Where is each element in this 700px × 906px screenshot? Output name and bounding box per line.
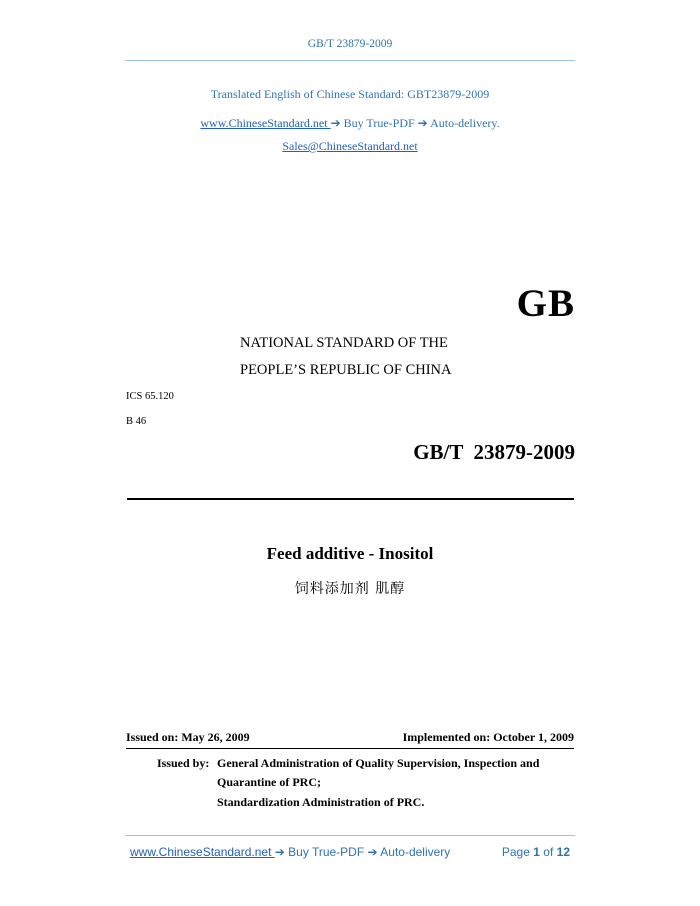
issued-by-label: Issued by: xyxy=(157,756,210,770)
page-current: 1 xyxy=(533,845,540,859)
of-word: of xyxy=(543,845,554,859)
page-word: Page xyxy=(501,845,530,859)
gb-logo: GB xyxy=(516,282,575,325)
issuer-2: Standardization Administration of PRC. xyxy=(217,795,425,809)
page-indicator xyxy=(470,845,570,859)
arrow-icon: ➔ xyxy=(274,845,285,859)
footer-rule xyxy=(125,835,575,836)
dates-rule xyxy=(126,748,574,749)
translated-notice: Translated English of Chinese Standard: GBT23879-2009 xyxy=(210,87,490,101)
arrow-icon: ➔ xyxy=(367,845,378,859)
issuer-1-line-b: Quarantine of PRC; xyxy=(217,775,321,789)
classification-code: B 46 xyxy=(126,416,147,427)
ics-code: ICS 65.120 xyxy=(126,391,174,402)
auto-delivery-text: Auto-delivery. xyxy=(430,116,500,130)
arrow-icon: ➔ xyxy=(330,116,341,130)
issued-on-date: Issued on: May 26, 2009 xyxy=(126,730,250,744)
standard-number: GB/T 23879-2009 xyxy=(413,440,575,464)
header-standard-code: GB/T 23879-2009 xyxy=(307,38,393,50)
footer-buy-text: Buy True-PDF xyxy=(288,845,365,859)
national-standard-line-2: PEOPLE’S REPUBLIC OF CHINA xyxy=(240,362,452,378)
issuer-1-line-a: General Administration of Quality Supervision, Inspection and xyxy=(217,756,540,770)
footer-site-link[interactable]: www.ChineseStandard.net xyxy=(130,845,275,859)
header-rule xyxy=(125,60,575,61)
title-english: Feed additive - Inositol xyxy=(266,544,434,563)
title-chinese: 饲料添加剂 肌醇 xyxy=(294,581,406,597)
national-standard-line-1: NATIONAL STANDARD OF THE xyxy=(240,335,448,351)
email-line xyxy=(0,139,700,154)
sales-email-link[interactable]: Sales@ChineseStandard.net xyxy=(282,139,418,153)
buy-true-pdf-text: Buy True-PDF xyxy=(343,116,415,130)
site-link[interactable]: www.ChineseStandard.net xyxy=(200,116,331,130)
footer-delivery-text: Auto-delivery xyxy=(380,845,451,859)
implemented-on-date: Implemented on: October 1, 2009 xyxy=(402,730,574,744)
title-rule xyxy=(127,498,574,500)
intro-link-line xyxy=(0,116,700,131)
footer-link-line xyxy=(130,845,450,859)
arrow-icon: ➔ xyxy=(417,116,428,130)
page-total: 12 xyxy=(556,845,570,859)
